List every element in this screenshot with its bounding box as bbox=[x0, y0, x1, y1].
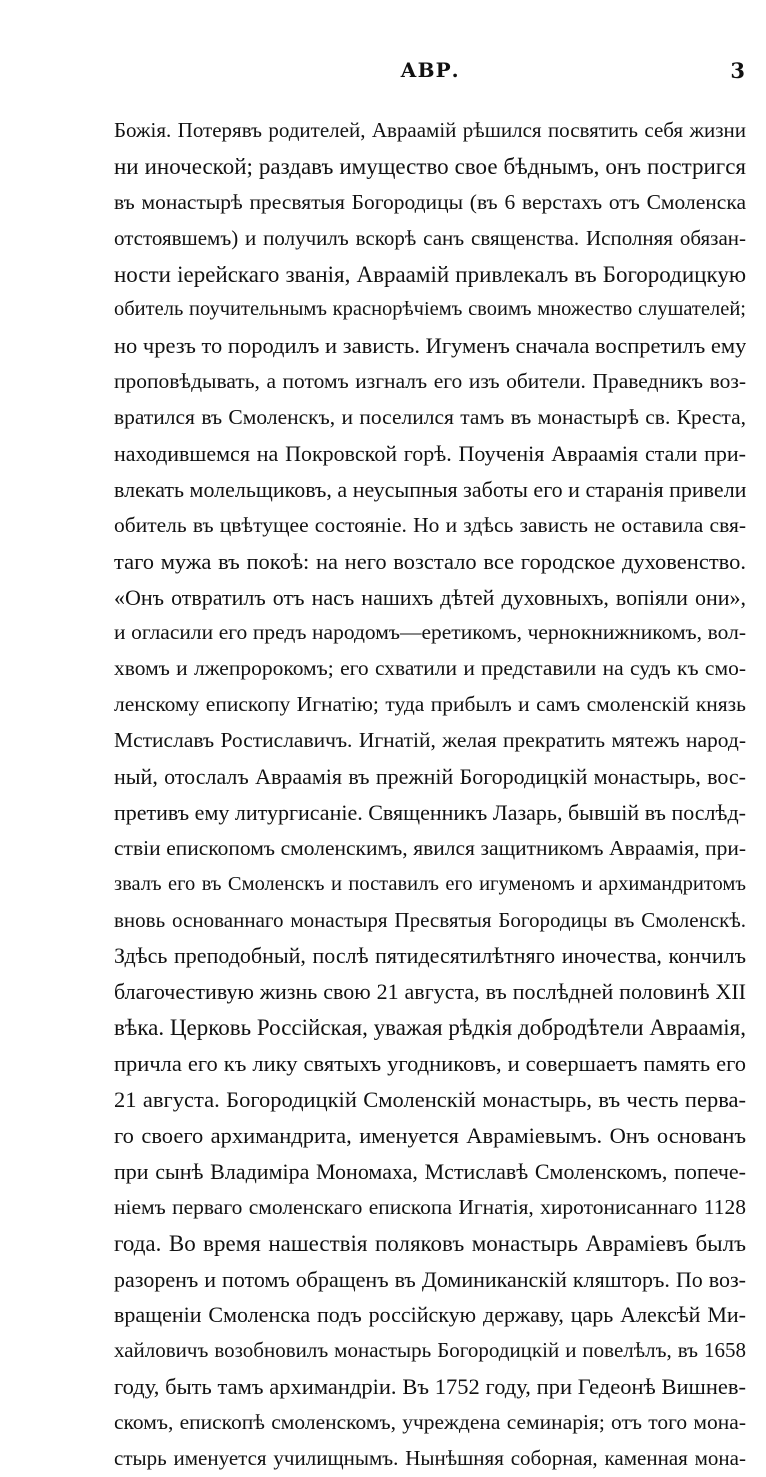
text-line: отстоявшемъ) и получилъ вскорѣ санъ священства. Исполняя обязан- bbox=[114, 225, 746, 250]
text-line: вращеніи Смоленска подъ россійскую державу, царь Алексѣй Ми- bbox=[114, 1302, 746, 1328]
text-line: претивъ ему литургисаніе. Священникъ Лазарь, бывшій въ послѣд- bbox=[114, 799, 746, 825]
body-text bbox=[114, 113, 746, 1477]
text-line: хвомъ и лжепророкомъ; его схватили и представили на судъ къ смо- bbox=[114, 656, 746, 681]
text-line: звалъ его въ Смоленскъ и поставилъ его игуменомъ и архимандритомъ bbox=[114, 872, 746, 895]
text-line: таго мужа въ покоѣ: на него возстало все городское духовенство. bbox=[114, 548, 746, 574]
text-line: года. Во время нашествія поляковъ монастырь Авраміевъ былъ bbox=[114, 1230, 746, 1256]
text-line: 21 августа. Богородицкій Смоленскій монастырь, въ честь перва- bbox=[114, 1087, 746, 1113]
text-line: влекать молельщиковъ, а неусыпныя заботы его и старанія привели bbox=[114, 476, 746, 502]
text-line: Здѣсь преподобный, послѣ пятидесятилѣтняго иночества, кончилъ bbox=[114, 943, 746, 969]
running-head: АВР. bbox=[400, 58, 460, 82]
text-line: разоренъ и потомъ обращенъ въ Доминиканскій кляшторъ. По воз- bbox=[114, 1266, 746, 1292]
text-line: при сынѣ Владиміра Мономаха, Мстиславѣ Смоленскомъ, попече- bbox=[114, 1158, 746, 1184]
text-line: Мстиславъ Ростиславичъ. Игнатій, желая прекратить мятежъ народ- bbox=[114, 728, 746, 753]
text-line: вратился въ Смоленскъ, и поселился тамъ въ монастырѣ св. Креста, bbox=[114, 405, 746, 430]
text-line: году, быть тамъ архимандріи. Въ 1752 году, при Гедеонѣ Вишнев- bbox=[114, 1374, 746, 1400]
text-line: хайловичъ возобновилъ монастырь Богородицкій и повелѣлъ, въ 1658 bbox=[114, 1338, 746, 1363]
text-line: обитель въ цвѣтущее состояніе. Но и здѣсь зависть не оставила свя- bbox=[114, 512, 746, 537]
text-line: ленскому епископу Игнатію; туда прибылъ и самъ смоленскій князь bbox=[114, 692, 746, 717]
text-line: ни иноческой; раздавъ имущество свое бѣднымъ, онъ постригся bbox=[114, 153, 746, 179]
text-line: причла его къ лику святыхъ угодниковъ, и совершаетъ память его bbox=[114, 1051, 746, 1077]
text-line: ности іерейскаго званія, Авраамій привлекалъ въ Богородицкую bbox=[114, 261, 746, 287]
page-number: 3 bbox=[730, 58, 745, 83]
text-line: и огласили его предъ народомъ—еретикомъ, чернокнижникомъ, вол- bbox=[114, 620, 746, 645]
text-line: Божія. Потерявъ родителей, Авраамій рѣшился посвятить себя жизни bbox=[114, 118, 746, 142]
page-header bbox=[115, 58, 745, 88]
text-line: ный, отослалъ Авраамія въ прежній Богородицкій монастырь, вос- bbox=[114, 764, 746, 790]
text-line: находившемся на Покровской горѣ. Поученія Авраамія стали при- bbox=[114, 441, 746, 467]
text-line: ствіи епископомъ смоленскимъ, явился защитникомъ Авраамія, при- bbox=[114, 835, 746, 860]
text-line: вѣка. Церковь Россійская, уважая рѣдкія добродѣтели Авраамія, bbox=[114, 1015, 746, 1041]
text-line: благочестивую жизнь свою 21 августа, въ послѣдней половинѣ XII bbox=[114, 979, 746, 1005]
text-line: но чрезъ то породилъ и зависть. Игуменъ сначала воспретилъ ему bbox=[114, 333, 746, 359]
text-line: ніемъ перваго смоленскаго епископа Игнатія, хиротонисаннаго 1128 bbox=[114, 1194, 746, 1219]
text-line: обитель поучительнымъ краснорѣчіемъ своимъ множество слушателей; bbox=[114, 298, 746, 321]
text-line: стырь именуется училищнымъ. Нынѣшняя соборная, каменная мона- bbox=[114, 1445, 746, 1470]
text-line: «Онъ отвратилъ отъ насъ нашихъ дѣтей духовныхъ, вопіяли они», bbox=[114, 584, 746, 610]
text-line: вновь основаннаго монастыря Пресвятыя Богородицы въ Смоленскѣ. bbox=[114, 907, 746, 932]
text-line: проповѣдывать, а потомъ изгналъ его изъ обители. Праведникъ воз- bbox=[114, 369, 746, 394]
text-line: въ монастырѣ пресвятыя Богородицы (въ 6 верстахъ отъ Смоленска bbox=[114, 189, 746, 214]
text-line: го своего архимандрита, именуется Авраміевымъ. Онъ основанъ bbox=[114, 1122, 746, 1148]
text-line: скомъ, епископѣ смоленскомъ, учреждена семинарія; отъ того мона- bbox=[114, 1410, 746, 1435]
